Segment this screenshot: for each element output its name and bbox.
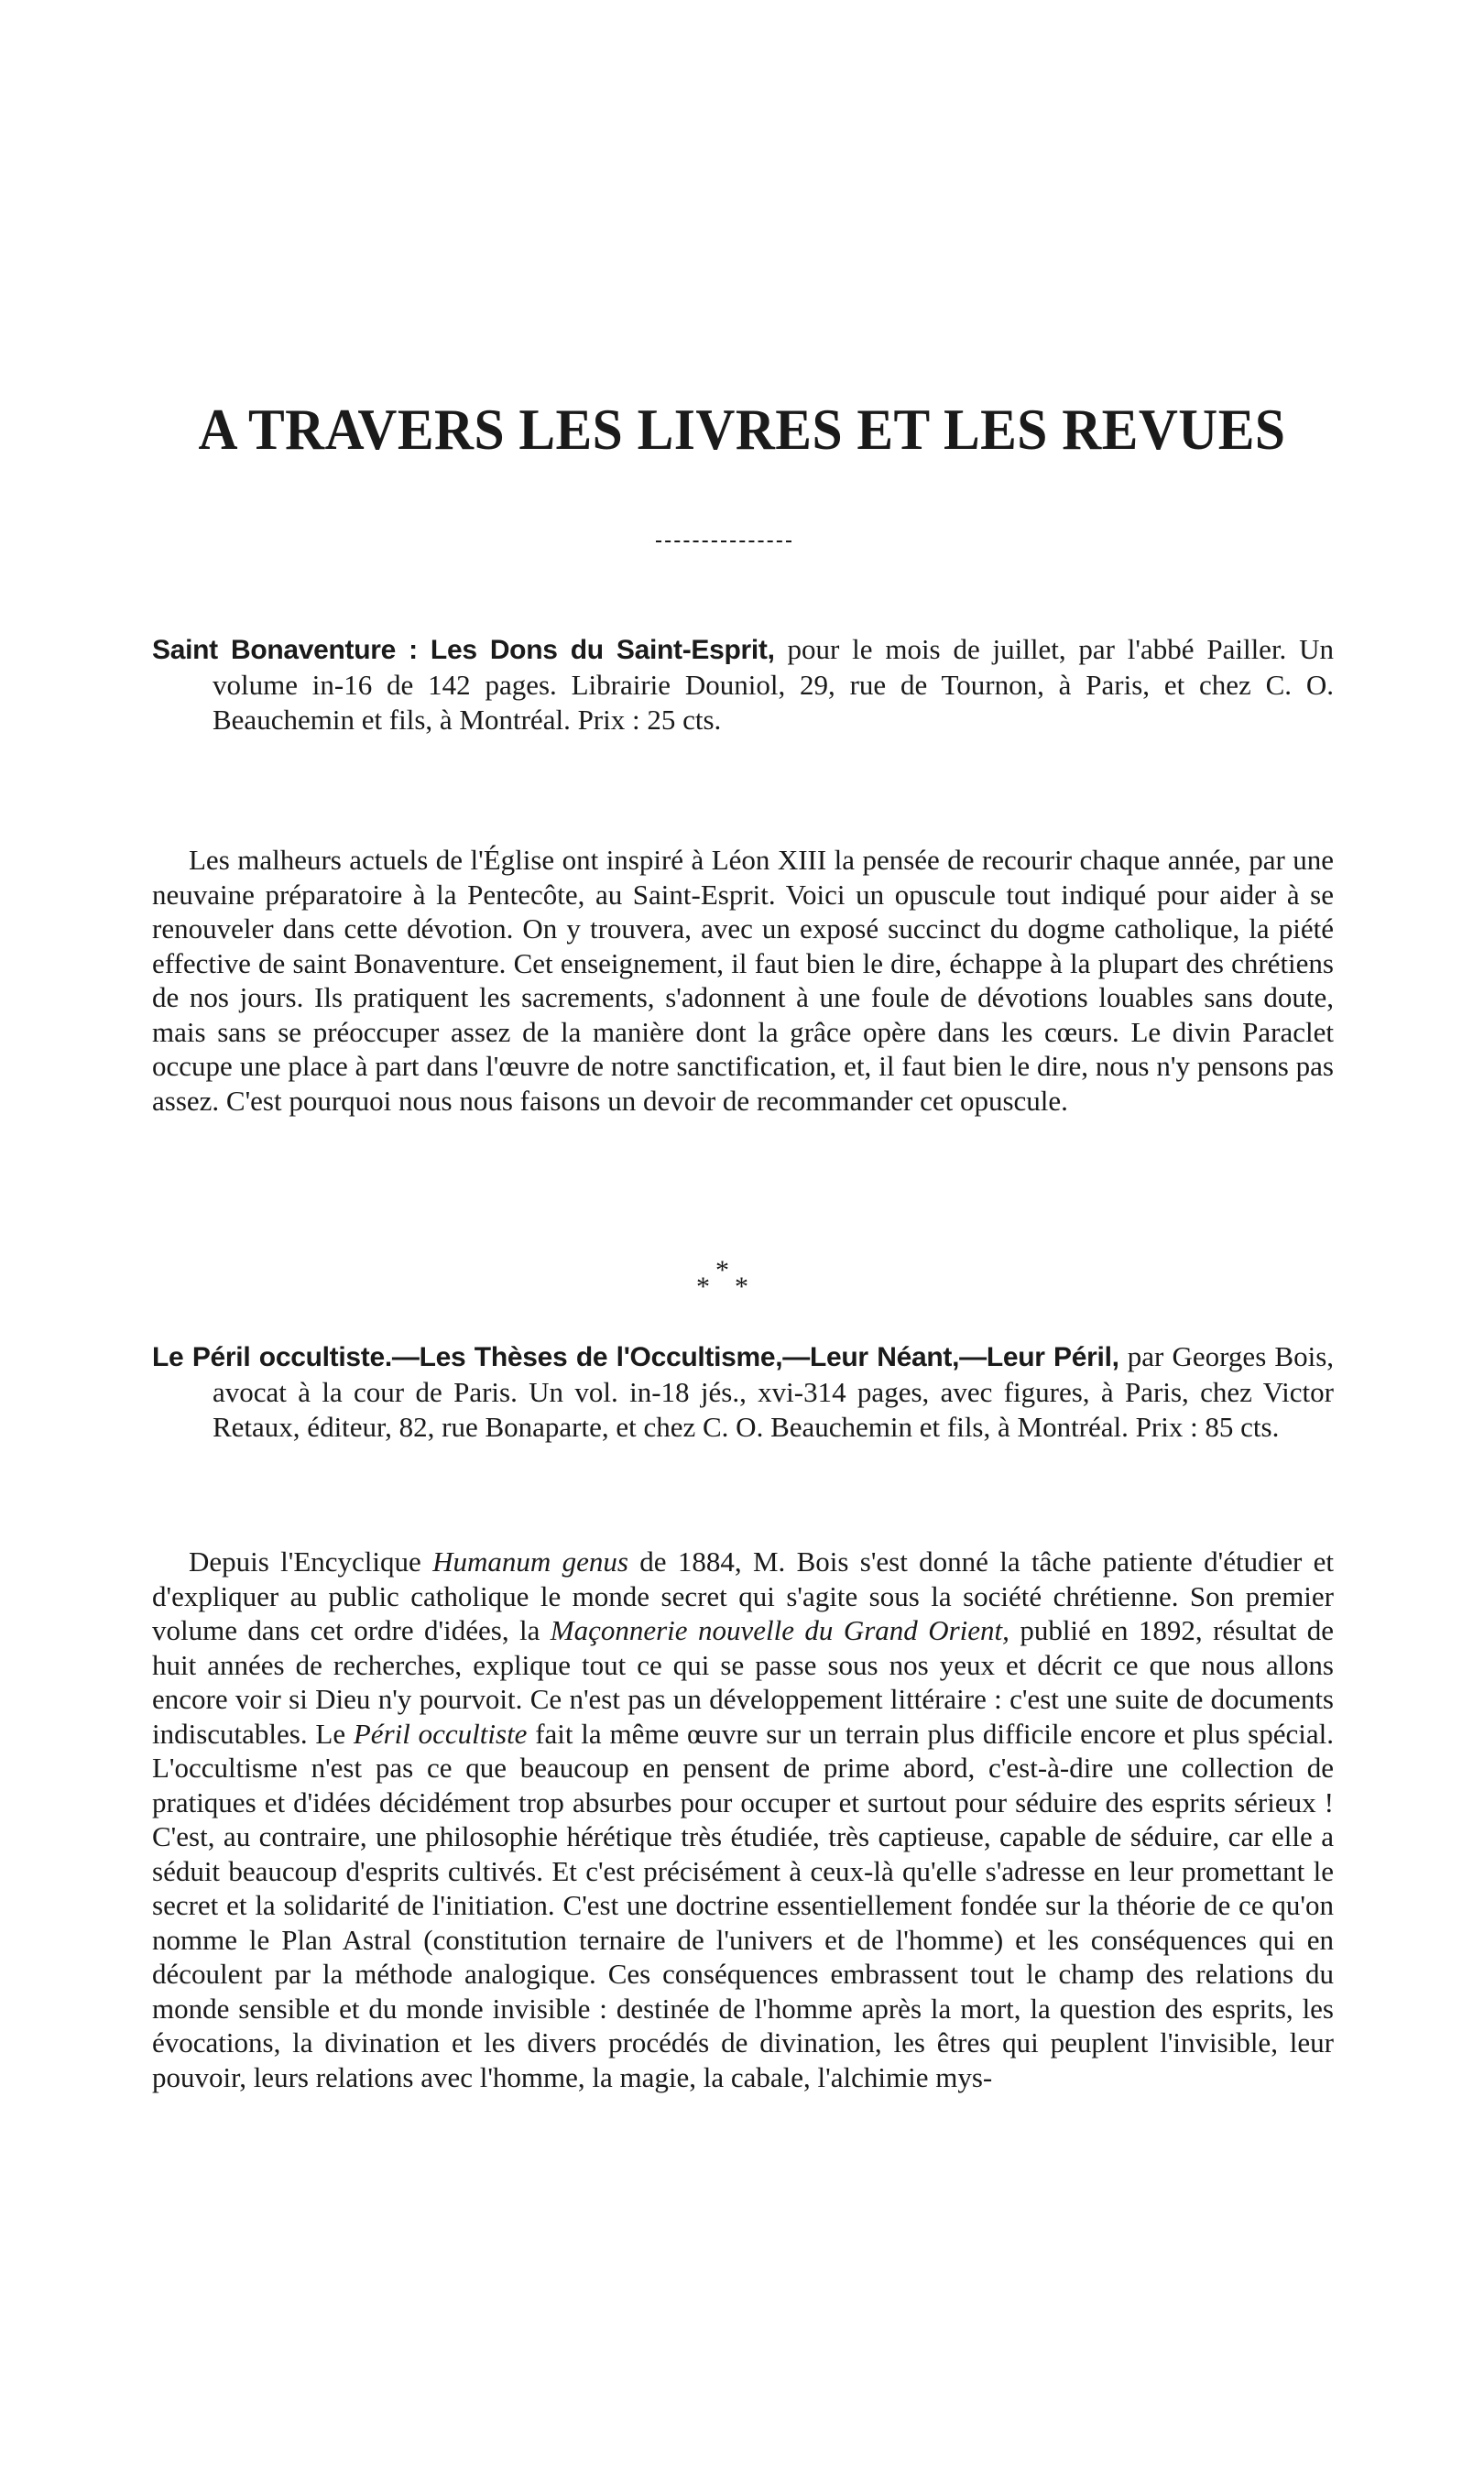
review-text: de 1884, M. Bois s'est donné la tâche patiente d'étudier et d'expliquer au public catholique le monde secret qui s'agite sous la société chrétienne. Son premier volume dans cet ordre d'idées, la <box>152 1545 1334 1646</box>
review-italic-title: Péril occultiste <box>353 1717 528 1750</box>
bibliographic-citation <box>152 1339 1334 1445</box>
book-entry-saint-bonaventure <box>152 632 1334 737</box>
entry-heading: Le Péril occultiste.—Les Thèses de l'Occultisme,—Leur Néant,—Leur Péril, <box>152 1342 1119 1372</box>
review-text: publié en 1892, résultat de huit années de recherches, explique tout ce qui se passe sous nos yeux et décrit ce que nous allons encore voir si Dieu n'y pourvoit. Ce n'est pas un développement littéraire : c'est une suite de documents indiscutables. Le <box>152 1614 1334 1750</box>
book-entry-peril-occultiste <box>152 1339 1334 1445</box>
review-italic-title: Humanum genus <box>432 1545 628 1578</box>
entry-details: pour le mois de juillet, par l'abbé Pailler. Un volume in-16 de 142 pages. Librairie Douniol, 29, rue de Tournon, à Paris, et chez C. O. Beauchemin et fils, à Montréal. Prix : 25 cts. <box>213 633 1335 736</box>
bibliographic-citation <box>152 632 1334 737</box>
review-paragraph-2 <box>152 1545 1334 2094</box>
review-text: fait la même œuvre sur un terrain plus difficile encore et plus spécial. L'occultisme n'est pas ce que beaucoup en pensent de prime abord, c'est-à-dire une collection de pratiques et d'idées décidément trop absurbes pour occuper et surtout pour séduire des esprits sérieux ! C'est, au contraire, une philosophie hérétique très étudiée, très captieuse, capable de séduire, car elle a séduit beaucoup d'esprits cultivés. Et c'est précisément à ceux-là qu'elle s'adresse en leur promettant le secret et la solidarité de l'initiation. C'est une doctrine essentiellement fondée sur la théorie de ce qu'on nomme le Plan Astral (constitution ternaire de l'univers et de l'homme) et les conséquences qui en découlent par la méthode analogique. Ces conséquences embrassent tout le champ des relations du monde sensible et du monde invisible : destinée de l'homme après la mort, la question des esprits, les évocations, la divination et les divers procédés de divination, les êtres qui peuplent l'invisible, leur pouvoir, leurs relations avec l'homme, la magie, la cabale, l'alchimie mys- <box>152 1717 1334 2093</box>
asterism-star: * <box>715 1255 729 1285</box>
asterism-star: * <box>735 1272 748 1302</box>
review-text: Depuis l'Encyclique <box>189 1545 433 1578</box>
review-paragraph-1: Les malheurs actuels de l'Église ont inspiré à Léon XIII la pensée de recourir chaque année, par une neuvaine préparatoire à la Pentecôte, au Saint-Esprit. Voici un opuscule tout indiqué pour aider à se renouveler dans cette dévotion. On y trouvera, avec un exposé succinct du dogme catholique, la piété effective de saint Bonaventure. Cet enseignement, il faut bien le dire, échappe à la plupart des chrétiens de nos jours. Ils pratiquent les sacrements, s'adonnent à une foule de dévotions louables sans doute, mais sans se préoccuper assez de la manière dont la grâce opère dans les cœurs. Le divin Paraclet occupe une place à part dans l'œuvre de notre sanctification, et, il faut bien le dire, nous n'y pensons pas assez. C'est pourquoi nous nous faisons un devoir de recommander cet opuscule. <box>152 844 1334 1117</box>
section-separator <box>696 1255 788 1310</box>
entry-heading: Saint Bonaventure : Les Dons du Saint-Esprit, <box>152 635 775 665</box>
entry-details: par Georges Bois, avocat à la cour de Paris. Un vol. in-18 jés., xvi-314 pages, avec figures, à Paris, chez Victor Retaux, éditeur, 82, rue Bonaparte, et chez C. O. Beauchemin et fils, à Montréal. Prix : 85 cts. <box>213 1340 1335 1443</box>
asterism-star: * <box>696 1272 710 1302</box>
page-title: A TRAVERS LES LIVRES ET LES REVUES <box>198 397 1286 462</box>
review-italic-title: Maçonnerie nouvelle du Grand Orient, <box>550 1614 1009 1646</box>
title-divider <box>656 541 791 542</box>
